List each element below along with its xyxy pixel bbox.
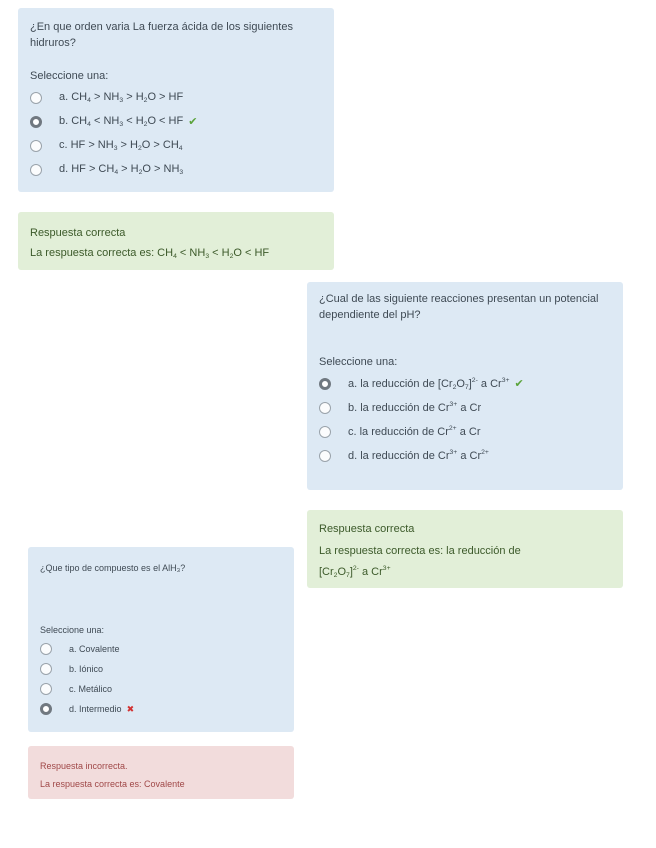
option-c[interactable] [40, 679, 282, 699]
option-c[interactable] [30, 134, 322, 158]
option-d-text: d. HF > $CH_4 > H_2O > NH_3$ [59, 163, 184, 177]
correct-answer-line: La respuesta correcta es: $CH_4 < NH_3 < H_2O$ < HF [30, 247, 270, 260]
feedback-correct [18, 212, 334, 270]
correct-answer-formula: $[Cr_2O_7]^{2-}$ a $Cr^{3+}$ [319, 565, 391, 579]
option-a[interactable] [30, 86, 322, 110]
radio-d-selected[interactable] [40, 703, 52, 715]
question-card-alh3 [28, 547, 294, 732]
cross-icon: ✖ [126, 703, 135, 714]
option-c[interactable] [319, 420, 611, 444]
option-a-text: a. Covalente [69, 644, 120, 655]
check-icon: ✔ [188, 116, 198, 129]
correct-answer-lead: La respuesta correcta es: [30, 247, 155, 259]
radio-d[interactable] [319, 450, 331, 462]
radio-c[interactable] [319, 426, 331, 438]
option-a-text: a. $CH_4 > NH_3 > H_2O$ > HF [59, 91, 184, 105]
option-a[interactable] [319, 372, 611, 396]
select-one-prompt: Seleccione una: [40, 625, 105, 636]
radio-a[interactable] [30, 92, 42, 104]
radio-b[interactable] [319, 402, 331, 414]
option-c-text: c. la reducción de $Cr^{2+}$ a Cr [348, 425, 481, 439]
radio-b[interactable] [40, 663, 52, 675]
answer-options [30, 86, 322, 182]
radio-c[interactable] [40, 683, 52, 695]
radio-b-selected[interactable] [30, 116, 42, 128]
feedback-correct [307, 510, 623, 588]
question-card-ph-potential [307, 282, 623, 490]
option-b-text: b. Iónico [69, 664, 104, 675]
radio-a[interactable] [40, 643, 52, 655]
select-one-prompt: Seleccione una: [30, 69, 109, 82]
option-c-text: c. Metálico [69, 684, 113, 695]
question-card-hydrides [18, 8, 334, 192]
feedback-title: Respuesta correcta [30, 227, 126, 239]
radio-c[interactable] [30, 140, 42, 152]
option-d[interactable] [319, 444, 611, 468]
option-b-text: b. $CH_4 < NH_3 < H_2O$ < HF [59, 115, 184, 129]
option-c-text: c. HF > $NH_3 > H_2O > CH_4$ [59, 139, 183, 153]
check-icon: ✔ [514, 378, 524, 391]
select-one-prompt: Seleccione una: [319, 355, 398, 368]
question-text: ¿Cual de las siguiente reacciones presentan un potencial dependiente del pH? [319, 293, 599, 321]
radio-d[interactable] [30, 164, 42, 176]
correct-answer-lead: La respuesta correcta es: la reducción de [319, 545, 521, 557]
option-b-text: b. la reducción de $Cr^{3+}$ a Cr [348, 401, 482, 415]
option-d-text: d. la reducción de $Cr^{3+}$ a $Cr^{2+}$ [348, 449, 489, 463]
correct-answer-line: La respuesta correcta es: Covalente [40, 779, 185, 789]
question-text: ¿En que orden varia La fuerza ácida de los siguientes hidruros? [30, 21, 293, 49]
question-text: ¿Que tipo de compuesto es el AlH₃? [40, 563, 186, 573]
option-a-text: a. la reducción de $[Cr_2O_7]^{2-}$ a $Cr^{3+}$ [348, 376, 510, 391]
option-b[interactable] [30, 110, 322, 134]
option-b[interactable] [319, 396, 611, 420]
option-b[interactable] [40, 659, 282, 679]
option-a[interactable] [40, 639, 282, 659]
feedback-title: Respuesta correcta [319, 523, 415, 535]
answer-options [319, 372, 611, 468]
option-d-text: d. Intermedio [69, 704, 122, 715]
option-d[interactable] [30, 158, 322, 182]
feedback-title: Respuesta incorrecta. [40, 761, 128, 771]
radio-a-selected[interactable] [319, 378, 331, 390]
answer-options [40, 639, 282, 719]
feedback-incorrect [28, 746, 294, 799]
option-d[interactable] [40, 699, 282, 719]
